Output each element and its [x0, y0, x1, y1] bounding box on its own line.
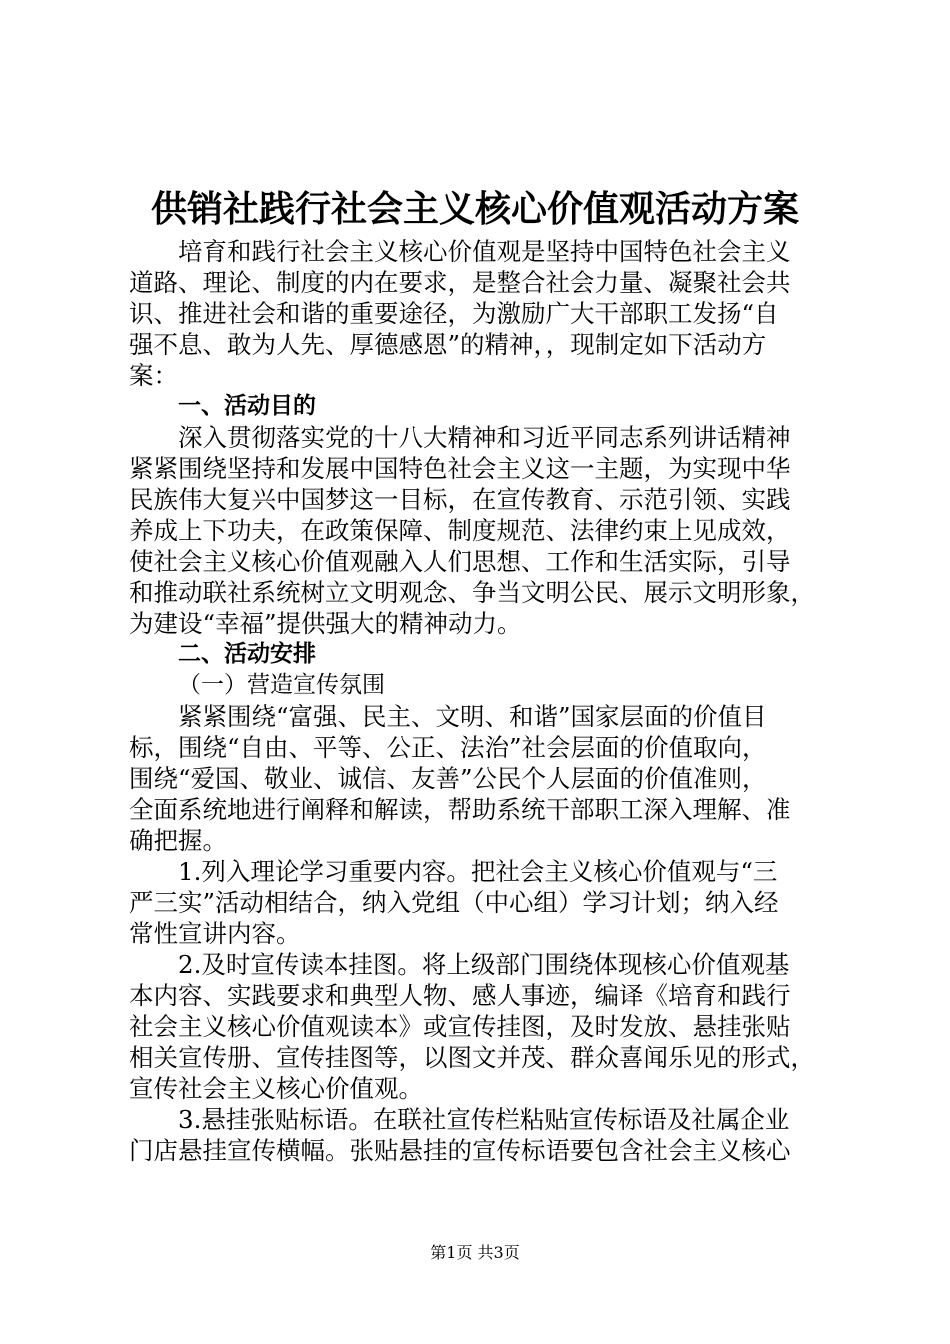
paragraph-line: 1.列入理论学习重要内容。把社会主义核心价值观与“三 [178, 857, 778, 886]
paragraph-line: 紧紧围绕坚持和发展中国特色社会主义这一主题，为实现中华 [129, 454, 791, 483]
paragraph-line: 全面系统地进行阐释和解读，帮助系统干部职工深入理解、准 [129, 795, 791, 824]
paragraph-line: 社会主义核心价值观读本》或宣传挂图，及时发放、悬挂张贴 [129, 1012, 791, 1041]
paragraph-line: 门店悬挂宣传横幅。张贴悬挂的宣传标语要包含社会主义核心 [129, 1136, 791, 1165]
section-heading: 一、活动目的 [178, 393, 316, 419]
paragraph-line: 培育和践行社会主义核心价值观是坚持中国特色社会主义 [178, 237, 791, 266]
paragraph-line: 养成上下功夫，在政策保障、制度规范、法律约束上见成效， [129, 516, 791, 545]
paragraph-line: 3.悬挂张贴标语。在联社宣传栏粘贴宣传标语及社属企业 [178, 1105, 790, 1134]
paragraph-line: 标，围绕“自由、平等、公正、法治”社会层面的价值取向， [129, 733, 767, 762]
page-number: 第1页 共3页 [430, 1243, 520, 1262]
paragraph-line: 确把握。 [129, 826, 227, 855]
paragraph-line: 本内容、实践要求和典型人物、感人事迹，编译《培育和践行 [129, 981, 791, 1010]
paragraph-line: 深入贯彻落实党的十八大精神和习近平同志系列讲话精神 [178, 423, 791, 452]
document-body [129, 236, 829, 1166]
paragraph-line: 识、推进社会和谐的重要途径，为激励广大干部职工发扬“自 [129, 299, 779, 328]
paragraph-line: 强不息、敢为人先、厚德感恩”的精神，，现制定如下活动方 [129, 330, 767, 359]
paragraph-line: 道路、理论、制度的内在要求，是整合社会力量、凝聚社会共 [129, 268, 791, 297]
paragraph-line: 宣传社会主义核心价值观。 [129, 1074, 423, 1103]
paragraph-line: 案： [129, 361, 178, 390]
paragraph-line: 使社会主义核心价值观融入人们思想、工作和生活实际，引导 [129, 547, 791, 576]
subsection-heading: （一）营造宣传氛围 [178, 672, 385, 698]
paragraph-line: 严三实”活动相结合，纳入党组（中心组）学习计划；纳入经 [129, 888, 779, 917]
document-title: 供销社践行社会主义核心价值观活动方案 [150, 188, 799, 230]
paragraph-line: 为建设“幸福”提供强大的精神动力。 [129, 609, 522, 638]
paragraph-line: 相关宣传册、宣传挂图等，以图文并茂、群众喜闻乐见的形式， [129, 1043, 815, 1072]
paragraph-line: 围绕“爱国、敬业、诚信、友善”公民个人层面的价值准则， [129, 764, 767, 793]
paragraph-line: 和推动联社系统树立文明观念、争当文明公民、展示文明形象， [129, 578, 815, 607]
paragraph-line: 常性宣讲内容。 [129, 919, 301, 948]
section-heading: 二、活动安排 [178, 641, 316, 667]
paragraph-line: 民族伟大复兴中国梦这一目标，在宣传教育、示范引领、实践 [129, 485, 791, 514]
paragraph-line: 紧紧围绕“富强、民主、文明、和谐”国家层面的价值目 [178, 702, 767, 731]
paragraph-line: 2.及时宣传读本挂图。将上级部门围绕体现核心价值观基 [178, 950, 790, 979]
